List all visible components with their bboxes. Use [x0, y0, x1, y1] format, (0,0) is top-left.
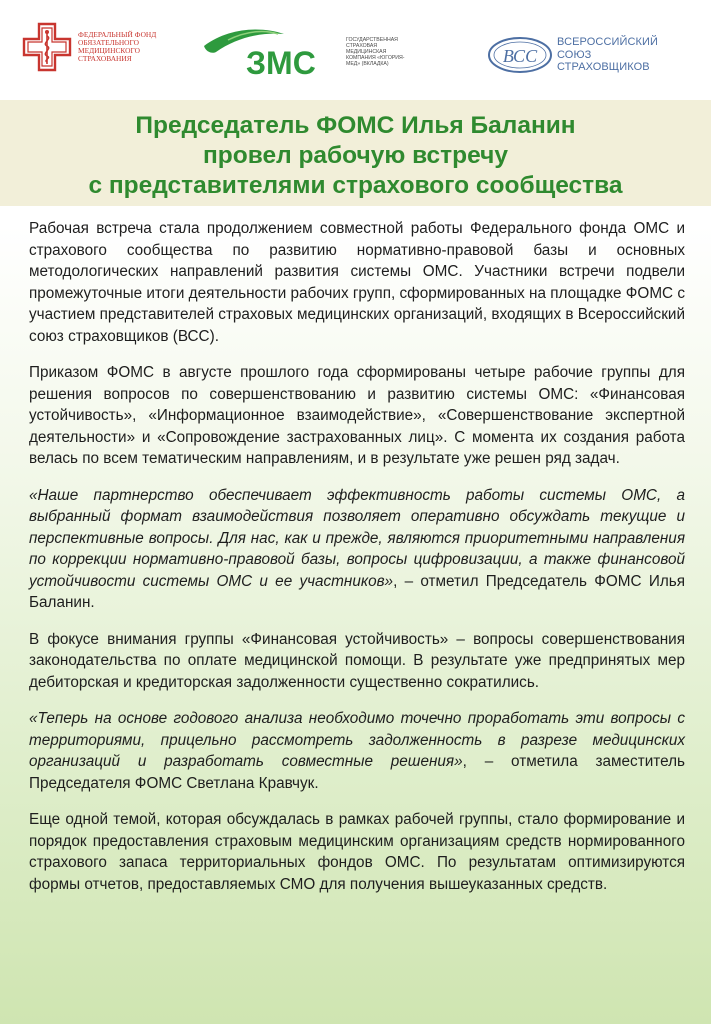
zms-mark-text: ЗМС — [246, 45, 316, 78]
title-line-3: с представителями страхового сообщества — [88, 172, 623, 199]
paragraph-1: Рабочая встреча стала продолжением совместной работы Федерального фонда ОМС и страхового сообщества по развитию нормативно-правовой базы и основных методологических направлений развития системы ОМС. Участники встречи подвели промежуточные итоги деятельности рабочих групп, сформированных на площадке ФОМС с участием представителей страховых медицинских организаций, входящих в Всероссийский союз страховщиков (ВСС). — [29, 220, 686, 345]
zms-logo-text: ГОСУДАРСТВЕННАЯ СТРАХОВАЯ МЕДИЦИНСКАЯ КОМПАНИЯ «ЮГОРИЯ-МЕД» (ВКЛАДКА) — [346, 37, 405, 67]
page-title — [0, 111, 711, 201]
vss-emblem-icon — [487, 36, 553, 74]
red-cross-caduceus-icon — [22, 22, 72, 72]
quote-attribution: , – отметила заместитель Председателя ФОМС Светлана Кравчук. — [29, 753, 685, 792]
vss-logo — [487, 36, 685, 74]
paragraph-3 — [29, 485, 685, 614]
paragraph-2: Приказом ФОМС в августе прошлого года сформированы четыре рабочие группы для решения вопросов по совершенствованию и развитию системы ОМС: «Финансовая устойчивость», «Информационное взаимодействие», «Совершенствование экспертной деятельности» и «Сопровождение застрахованных лиц». С момента их создания работа велась по всем тематическим направлениям, и в результате уже решен ряд задач. — [29, 364, 685, 467]
vss-logo-text: ВСЕРОССИЙСКИЙ СОЮЗ СТРАХОВЩИКОВ — [557, 36, 659, 74]
paragraph-5 — [29, 708, 685, 794]
logo-header — [0, 0, 711, 100]
title-line-1: Председатель ФОМС Илья Баланин — [135, 112, 576, 139]
quote-attribution: , – отметил Председатель ФОМС Илья Баланин. — [29, 572, 685, 611]
paragraph-6: Еще одной темой, которая обсуждалась в рамках рабочей группы, стало формирование и порядок предоставления страховым медицинским организациям средств нормированного страхового запаса территориальных фондов ОМС. По результатам оптимизируются формы отчетов, предоставляемых СМО для получения вышеуказанных средств. — [29, 811, 685, 893]
title-line-2: провел рабочую встречу — [202, 142, 509, 169]
green-leaf-icon — [198, 26, 340, 78]
zms-logo — [198, 26, 408, 78]
article-body — [29, 218, 685, 910]
foms-logo — [22, 22, 160, 72]
paragraph-4: В фокусе внимания группы «Финансовая устойчивость» – вопросы совершенствования законодательства по оплате медицинской помощи. В результате уже предпринятых мер дебиторская и кредиторская задолженности существенно сократились. — [29, 630, 685, 691]
quote-kravchuk: «Теперь на основе годового анализа необходимо точечно проработать эти вопросы с территориями, прицельно рассмотреть задолженность в разрезе медицинских организаций и разработать совместные решения» — [29, 710, 685, 770]
foms-logo-text: ФЕДЕРАЛЬНЫЙ ФОНД ОБЯЗАТЕЛЬНОГО МЕДИЦИНСКОГО СТРАХОВАНИЯ — [78, 29, 157, 64]
quote-balanin: «Наше партнерство обеспечивает эффективность работы системы ОМС, а выбранный формат взаимодействия позволяет оперативно обсуждать текущие и перспективные вопросы. Для нас, как и прежде, являются приоритетными направления по коррекции нормативно-правовой базы, вопросы цифровизации, а также финансовой устойчивости системы ОМС и ее участников» — [29, 486, 685, 590]
vss-mark-text: ВСС — [502, 46, 538, 66]
